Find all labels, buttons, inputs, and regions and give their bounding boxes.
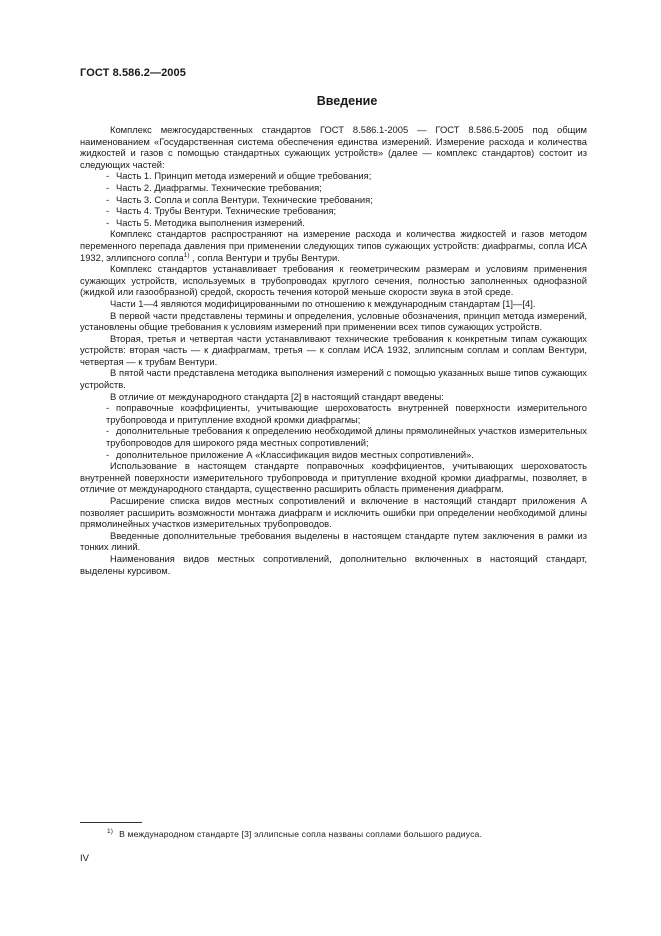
paragraph [80, 530, 587, 553]
list-item [80, 170, 587, 182]
list-bullet: - [106, 193, 110, 205]
footnote-divider [80, 822, 142, 823]
paragraph-text: Комплекс стандартов распространяют на измерение расхода и количества жидкостей и газов методом переменного перепада давления при применении следующих типов сужающих устройств: диафрагмы, сопла ИСА 1932, эллипсного сопла [80, 228, 587, 263]
paragraph-text: В пятой части представлена методика выполнения измерений с помощью указанных выше типов сужающих устройств. [80, 367, 587, 391]
list-item-text: Часть 5. Методика выполнения измерений. [116, 216, 305, 228]
list-item [80, 182, 587, 194]
list-item-text: дополнительное приложение А «Классификация видов местных сопротивлений». [116, 448, 474, 460]
paragraph [80, 367, 587, 390]
paragraph [80, 553, 587, 576]
list-bullet: - [106, 170, 110, 182]
paragraph-text-continued: , сопла Вентури и трубы Вентури. [189, 251, 340, 263]
list-item [80, 217, 587, 229]
paragraph [80, 298, 587, 310]
paragraph [80, 495, 587, 530]
paragraph-text: Введенные дополнительные требования выделены в настоящем стандарте путем заключения в рамки из тонких линий. [80, 529, 587, 553]
introduction-body [80, 124, 587, 576]
paragraph [80, 310, 587, 333]
paragraph [80, 124, 587, 170]
paragraph-text: Использование в настоящем стандарте поправочных коэффициентов, учитывающих шероховатость внутренней поверхности измерительного трубопровода и притупление входной кромки диафрагмы, позволяет, в отличие от международного стандарта, существенно расширить область применения диафрагм. [80, 460, 587, 495]
document-header: ГОСТ 8.586.2—2005 [80, 67, 186, 79]
list-bullet: - [106, 425, 110, 437]
list-item-text: Часть 3. Сопла и сопла Вентури. Технические требования; [116, 193, 373, 205]
list-bullet: - [106, 181, 110, 193]
list-item [80, 194, 587, 206]
paragraph-text: Комплекс стандартов устанавливает требования к геометрическим размерам и условиям применения сужающих устройств, используемых в трубопроводах круглого сечения, полностью заполненных однофазной (жидкой или газообразной) средой, скорость течения которой меньше скорости звука в этой среде. [80, 263, 587, 298]
footnote [107, 828, 482, 839]
paragraph-text: В отличие от международного стандарта [2] в настоящий стандарт введены: [110, 390, 444, 402]
paragraph-text: Расширение списка видов местных сопротивлений и включение в настоящий стандарт приложения А позволяет расширить возможности монтажа диафрагм и исключить ошибки при определении необходимой длины прямолинейных участков измерительных трубопроводов. [80, 495, 587, 530]
list-item [80, 425, 587, 448]
paragraph [80, 460, 587, 495]
section-title: Введение [316, 94, 378, 108]
paragraph-text: В первой части представлены термины и определения, условные обозначения, принцип метода измерений, установлены общие требования к условиям измерений при применении всех типов сужающих устройств. [80, 309, 587, 333]
paragraph-text: Вторая, третья и четвертая части устанавливают технические требования к конкретным типам сужающих устройств: вторая часть — к диафрагмам, третья — к соплам ИСА 1932, эллипсным соплам и соплам Вентури, четвертая — к трубам Вентури. [80, 332, 587, 367]
list-item [80, 449, 587, 461]
paragraph [80, 391, 587, 403]
paragraph-text: Комплекс межгосударственных стандартов ГОСТ 8.586.1-2005 — ГОСТ 8.586.5-2005 под общим наименованием «Государственная система обеспечения единства измерений. Измерение расхода и количества жидкостей и газов с помощью стандартных сужающих устройств» (далее — комплекс стандартов) состоит из следующих частей: [80, 124, 587, 170]
list-bullet: - [106, 402, 110, 414]
list-item [80, 402, 587, 425]
list-item-text: Часть 1. Принцип метода измерений и общие требования; [116, 170, 372, 182]
list-item-text: Часть 4. Трубы Вентури. Технические требования; [116, 205, 337, 217]
paragraph [80, 228, 587, 263]
paragraph [80, 333, 587, 368]
paragraph-text: Части 1—4 являются модифицированными по отношению к международным стандартам [1]—[4]. [110, 297, 536, 309]
list-bullet: - [106, 205, 110, 217]
footnote-mark: 1) [107, 828, 114, 835]
list-bullet: - [106, 216, 110, 228]
footnote-text: В международном стандарте [3] эллипсные сопла названы соплами большого радиуса. [119, 828, 482, 839]
list-item-text: дополнительные требования к определению необходимой длины прямолинейных участков измерительных трубопроводов для широкого ряда местных сопротивлений; [106, 425, 587, 449]
paragraph [80, 263, 587, 298]
paragraph-text: Наименования видов местных сопротивлений, дополнительно включенных в настоящий стандарт, выделены курсивом. [80, 552, 587, 576]
list-item-text: Часть 2. Диафрагмы. Технические требования; [116, 181, 322, 193]
list-bullet: - [106, 448, 110, 460]
list-item [80, 205, 587, 217]
page-number: IV [80, 853, 89, 864]
list-item-text: поправочные коэффициенты, учитывающие шероховатость внутренней поверхности измерительного трубопровода и притупление входной кромки диафрагмы; [106, 402, 587, 425]
footnote-reference: 1) [183, 251, 190, 259]
